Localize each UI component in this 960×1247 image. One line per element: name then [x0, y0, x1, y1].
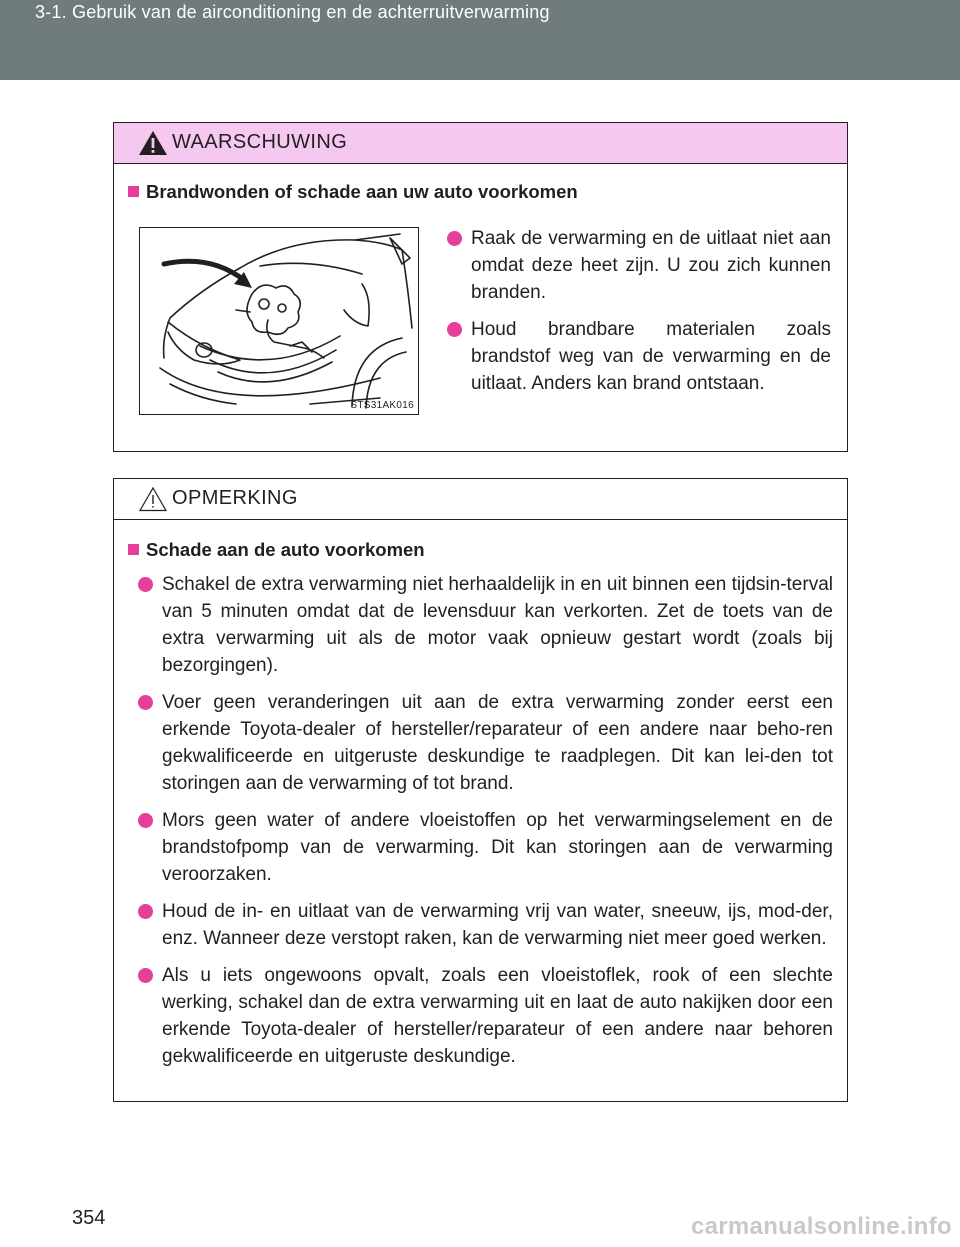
- list-item-text: Als u iets ongewoons opvalt, zoals een vloeistoflek, rook of een slechte werking, schakel dan de extra verwarming uit en laat de auto nakijken door een erkende Toyota-dealer of hersteller/reparateur of een andere naar behoren gekwalificeerde en uitgeruste deskundige.: [162, 965, 833, 1067]
- list-item-text: Houd de in- en uitlaat van de verwarming vrij van water, sneeuw, ijs, mod-der, enz. Wanneer deze verstopt raken, kan de verwarming niet meer goed werken.: [162, 901, 833, 949]
- list-item: [136, 962, 833, 1070]
- watermark: carmanualsonline.info: [690, 1213, 952, 1240]
- list-item: [136, 898, 833, 952]
- page-header: [0, 0, 960, 80]
- list-item: [445, 316, 831, 397]
- page-number: 354: [72, 1207, 106, 1229]
- warning-box: [113, 122, 848, 452]
- car-front-drawing: [140, 228, 416, 412]
- warning-bullet-list: [445, 225, 831, 407]
- warning-heading: [128, 181, 578, 203]
- round-bullet-icon: [138, 904, 153, 919]
- note-heading-text: Schade aan de auto voorkomen: [146, 539, 425, 560]
- round-bullet-icon: [138, 968, 153, 983]
- note-header: [114, 479, 847, 520]
- list-item-text: Voer geen veranderingen uit aan de extra verwarming zonder eerst een erkende Toyota-dealer of hersteller/reparateur of een andere naar beho-ren gekwalificeerde en uitgeruste deskundige te raadplegen. Dit kan lei-den tot storingen aan de verwarming of tot brand.: [162, 692, 833, 794]
- caution-triangle-icon: [138, 486, 168, 512]
- warning-heading-text: Brandwonden of schade aan uw auto voorkomen: [146, 181, 578, 202]
- round-bullet-icon: [138, 813, 153, 828]
- list-item-text: Houd brandbare materialen zoals brandstof weg van de verwarming en de uitlaat. Anders kan brand ontstaan.: [471, 319, 831, 394]
- note-box: [113, 478, 848, 1102]
- list-item-text: Mors geen water of andere vloeistoffen op het verwarmingselement en de brandstofpomp van de verwarming. Dit kan storingen aan de verwarming veroorzaken.: [162, 810, 833, 885]
- note-heading: [128, 539, 425, 561]
- round-bullet-icon: [138, 577, 153, 592]
- list-item: [136, 689, 833, 797]
- square-bullet-icon: [128, 544, 139, 555]
- note-title: OPMERKING: [172, 487, 298, 509]
- list-item: [445, 225, 831, 306]
- warning-header: [114, 123, 847, 164]
- section-title: 3-1. Gebruik van de airconditioning en de achterruitverwarming: [35, 2, 550, 22]
- round-bullet-icon: [447, 231, 462, 246]
- list-item-text: Schakel de extra verwarming niet herhaaldelijk in en uit binnen een tijdsin-terval van 5 minuten omdat dat de levensduur kan verkorten. Zet de toets van de extra verwarming uit als de motor vaak opnieuw gestart wordt (zoals bij bezorgingen).: [162, 574, 833, 676]
- note-bullet-list: [136, 571, 833, 1080]
- warning-title: WAARSCHUWING: [172, 131, 348, 153]
- illustration-code: STS31AK016: [350, 400, 414, 411]
- round-bullet-icon: [138, 695, 153, 710]
- list-item: [136, 807, 833, 888]
- square-bullet-icon: [128, 186, 139, 197]
- car-engine-illustration: [139, 227, 419, 415]
- warning-triangle-icon: [138, 130, 168, 156]
- list-item-text: Raak de verwarming en de uitlaat niet aan omdat deze heet zijn. U zou zich kunnen branden.: [471, 228, 831, 303]
- list-item: [136, 571, 833, 679]
- round-bullet-icon: [447, 322, 462, 337]
